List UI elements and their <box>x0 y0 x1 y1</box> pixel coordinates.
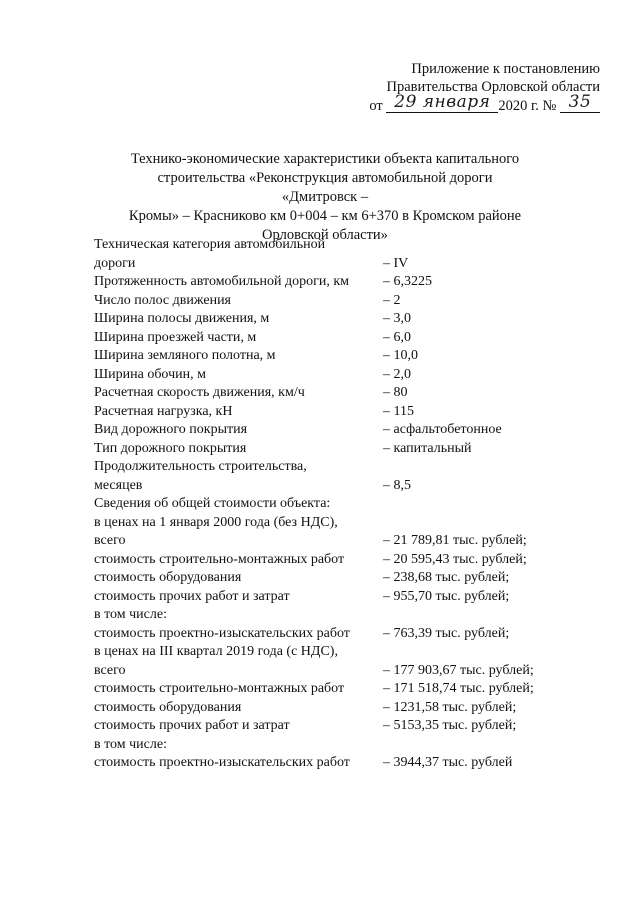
item-label: стоимость оборудования <box>94 570 242 585</box>
list-item <box>94 403 564 422</box>
list-item <box>94 754 564 773</box>
item-value <box>383 736 564 755</box>
item-label: стоимость проектно-изыскательских работ <box>94 625 350 641</box>
list-item <box>94 458 564 477</box>
item-label: Расчетная нагрузка, кН <box>94 403 233 419</box>
item-value: – 1231,58 тыс. рублей; <box>383 699 517 715</box>
list-item <box>94 329 564 348</box>
list-item <box>94 699 564 718</box>
list-item <box>94 292 564 311</box>
item-value <box>383 495 564 514</box>
item-label: Ширина полосы движения, м <box>94 311 270 326</box>
item-value: – IV <box>383 255 409 271</box>
list-item <box>94 421 564 440</box>
handwritten-number: 35 <box>568 92 592 112</box>
title-line-4: Орловской области» <box>262 227 388 243</box>
item-value <box>383 458 564 477</box>
item-label: Расчетная скорость движения, км/ч <box>94 385 305 400</box>
item-label: Ширина проезжей части, м <box>94 329 257 345</box>
year-number-label: 2020 г. № <box>498 98 557 114</box>
item-value: – 20 595,43 тыс. рублей; <box>383 551 527 567</box>
item-label: Ширина обочин, м <box>94 366 206 382</box>
from-label: от <box>369 98 383 114</box>
list-item <box>94 366 564 385</box>
header-line-1: Приложение к постановлению <box>411 61 600 77</box>
list-item <box>94 477 564 496</box>
item-label: всего <box>94 533 126 548</box>
item-label: Протяженность автомобильной дороги, км <box>94 274 350 289</box>
number-field <box>560 92 600 113</box>
item-value: – 21 789,81 тыс. рублей; <box>383 533 527 548</box>
handwritten-date: 29 января <box>394 92 491 112</box>
title-line-1: Технико-экономические характеристики объекта капитального <box>130 151 520 167</box>
item-value: – 3944,37 тыс. рублей <box>383 755 513 770</box>
item-value <box>383 643 564 662</box>
list-item <box>94 236 564 255</box>
list-item <box>94 643 564 662</box>
list-item <box>94 255 564 274</box>
item-label: Вид дорожного покрытия <box>94 422 248 437</box>
item-label: в том числе: <box>94 607 167 622</box>
item-value: – асфальтобетонное <box>383 422 502 437</box>
list-item <box>94 273 564 292</box>
item-label: Тип дорожного покрытия <box>94 440 247 456</box>
item-label: месяцев <box>94 477 143 493</box>
item-label: в ценах на 1 января 2000 года (без НДС), <box>94 514 338 530</box>
list-item <box>94 606 564 625</box>
item-value: – 763,39 тыс. рублей; <box>383 625 510 641</box>
item-value: – капитальный <box>383 440 472 456</box>
item-label: стоимость прочих работ и затрат <box>94 718 290 733</box>
item-value: – 2,0 <box>383 366 411 382</box>
document-title <box>120 150 530 245</box>
item-label: Число полос движения <box>94 292 231 308</box>
item-label: в ценах на III квартал 2019 года (с НДС), <box>94 644 338 659</box>
list-item <box>94 625 564 644</box>
item-label: Продолжительность строительства, <box>94 459 307 474</box>
list-item <box>94 514 564 533</box>
item-label: стоимость прочих работ и затрат <box>94 588 290 604</box>
list-item <box>94 680 564 699</box>
header-date-line <box>340 92 600 115</box>
list-item <box>94 384 564 403</box>
item-value: – 238,68 тыс. рублей; <box>383 570 510 585</box>
header-line-2: Правительства Орловской области <box>386 79 600 95</box>
list-item <box>94 569 564 588</box>
item-label: Техническая категория автомобильной <box>94 237 326 252</box>
list-item <box>94 662 564 681</box>
title-line-3: Кромы» – Красниково км 0+004 – км 6+370 в Кромском районе <box>128 208 522 224</box>
item-value: – 5153,35 тыс. рублей; <box>383 718 517 733</box>
item-value: – 8,5 <box>383 477 411 493</box>
item-label: всего <box>94 662 126 678</box>
list-item <box>94 495 564 514</box>
item-value <box>383 514 564 533</box>
item-label: Ширина земляного полотна, м <box>94 348 276 363</box>
list-item <box>94 440 564 459</box>
item-value: – 80 <box>383 385 408 400</box>
item-label: дороги <box>94 255 136 271</box>
resolution-appendix-header <box>340 60 600 115</box>
date-field <box>386 92 498 113</box>
item-label: стоимость проектно-изыскательских работ <box>94 755 350 770</box>
title-line-2: строительства «Реконструкция автомобильной дороги «Дмитровск – <box>157 170 493 205</box>
item-value: – 171 518,74 тыс. рублей; <box>383 681 534 696</box>
list-item <box>94 310 564 329</box>
item-value <box>383 236 564 255</box>
item-label: стоимость строительно-монтажных работ <box>94 681 345 696</box>
item-value <box>383 606 564 625</box>
list-item <box>94 588 564 607</box>
list-item <box>94 551 564 570</box>
item-label: стоимость строительно-монтажных работ <box>94 551 345 567</box>
item-value: – 115 <box>383 403 414 419</box>
item-value: – 177 903,67 тыс. рублей; <box>383 662 534 678</box>
item-label: Сведения об общей стоимости объекта: <box>94 496 331 511</box>
item-value: – 2 <box>383 292 401 308</box>
item-value: – 3,0 <box>383 311 411 326</box>
item-label: стоимость оборудования <box>94 699 242 715</box>
item-label: в том числе: <box>94 736 167 752</box>
item-value: – 6,0 <box>383 329 411 345</box>
characteristics-list <box>94 236 564 773</box>
item-value: – 955,70 тыс. рублей; <box>383 588 510 604</box>
item-value: – 6,3225 <box>383 274 432 289</box>
list-item <box>94 717 564 736</box>
list-item <box>94 347 564 366</box>
list-item <box>94 532 564 551</box>
list-item <box>94 736 564 755</box>
item-value: – 10,0 <box>383 348 418 363</box>
